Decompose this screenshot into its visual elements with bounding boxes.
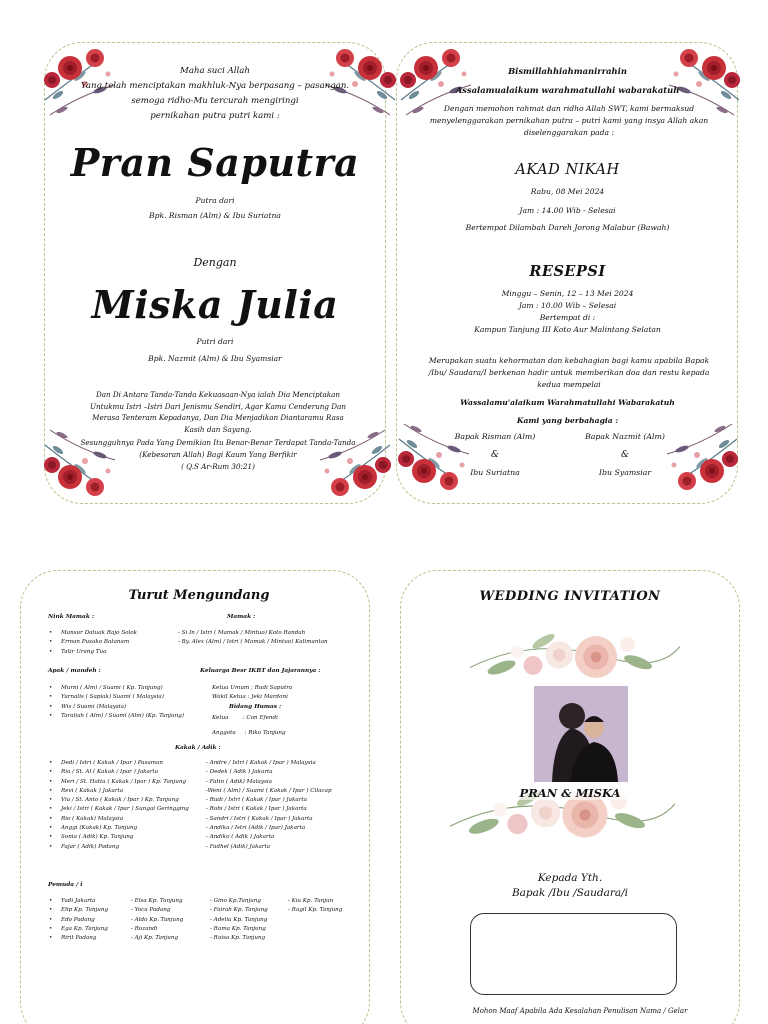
quran-line: Merasa Tenteram Kepadanya, Dan Dia Menjadikan Diantaramu Rasa bbox=[92, 413, 344, 422]
list-item: - Aldo Kp. Tanjung bbox=[131, 916, 184, 923]
mamak-label: Mamak : bbox=[227, 614, 256, 620]
list-item: Wakil Ketua : Jeki Mardoni bbox=[212, 694, 288, 701]
list-item: • Yurnalis ( Sapiak) Suami ( Malaysia) bbox=[61, 693, 206, 702]
akad-date: Rabu, 08 Mei 2024 bbox=[530, 187, 605, 196]
bride-name: Miska Julia bbox=[91, 282, 339, 327]
ikbt-list bbox=[212, 684, 352, 703]
bride-parents: Bpk. Nazmit (Alm) & Ibu Syamsiar bbox=[148, 354, 282, 363]
list-item: • Elip Kp. Tanjung bbox=[61, 906, 136, 915]
pemuda-label: Pemuda / i bbox=[48, 882, 83, 888]
list-item: - Andiko ( Adik ) Jakarta bbox=[206, 834, 275, 841]
bride-daughter-of: Putri dari bbox=[196, 337, 234, 346]
list-item: • Revi ( Kakak ) Jakarta bbox=[61, 787, 211, 796]
happy-label: Kami yang berbahagia : bbox=[516, 416, 619, 425]
list-item: • Mansur Datuak Rajo Solok bbox=[61, 629, 181, 638]
bismillah: Bismillahhiahmanirrahin bbox=[508, 66, 627, 76]
resepsi-place: Kampun Tanjung III Koto Aur Malintang Selatan bbox=[474, 325, 661, 334]
list-item: - Ragil Kp. Tanjung bbox=[288, 907, 343, 914]
intro-text bbox=[420, 103, 718, 139]
list-item: - Fadhel (Adik) Jakarta bbox=[206, 843, 271, 850]
list-item: • Rio ( Kakak) Malaysia bbox=[61, 815, 211, 824]
list-item: Ketua Umum : Rudi Saputra bbox=[212, 685, 293, 691]
humas-anggota: Anggota : Riko Tanjung bbox=[212, 730, 286, 736]
quran-line: Dan Di Antara Tanda-Tanda Kekuasaan-Nya ialah Dia Menciptakan bbox=[95, 390, 341, 399]
intro-line: Dengan memohon rahmat dan ridho Allah SWT, kami bermaksud bbox=[443, 104, 695, 113]
closing-text bbox=[420, 355, 718, 391]
list-item: • Ria / St. Al ( Kakak / Ipar ) Jakarta bbox=[61, 768, 211, 777]
list-item: - Adelia Kp. Tanjung bbox=[210, 916, 268, 923]
intro-line: diselenggarakan pada : bbox=[523, 128, 615, 137]
list-item: - Rozandi bbox=[131, 925, 158, 932]
list-item: • Via / St. Anto ( Kakak / Ipar ) Kp. Tanjung bbox=[61, 796, 211, 805]
list-item: • Sonia ( Adik) Kp. Tanjung bbox=[61, 833, 211, 842]
floral-bottom-icon bbox=[450, 765, 675, 865]
list-item: -Weni ( Alm) / Suami ( Kakak / Ipar ) Cilacap bbox=[206, 787, 332, 794]
list-item: • Edo Padang bbox=[61, 916, 136, 925]
family-right-1: Bapak Nazmit (Alm) bbox=[585, 432, 665, 441]
recipient-name-box[interactable] bbox=[470, 913, 677, 995]
list-item: • Meri / St. Hatta ( Kakak / Ipar ) Kp. Tanjung bbox=[61, 778, 211, 787]
family-right-2: Ibu Syamsiar bbox=[598, 468, 652, 477]
list-item: - Kia Kp. Tanjun bbox=[288, 898, 334, 904]
apak-label: Apak / mandeh : bbox=[48, 668, 101, 674]
list-item: - Robi / Istri ( Kakak / Ipar ) Jakarta bbox=[206, 806, 307, 813]
list-item: • Wis / Suami (Malaysia) bbox=[61, 703, 206, 712]
list-item: • Tatir Urang Tuo bbox=[61, 648, 181, 657]
family-right-amp: & bbox=[620, 450, 629, 460]
list-item: • Ririt Padang bbox=[61, 934, 136, 943]
family-left-amp: & bbox=[490, 450, 499, 460]
list-item: - Aji Kp. Tanjung bbox=[131, 935, 179, 942]
list-item: - Raisa Kp. Tanjung bbox=[210, 935, 266, 942]
list-item: • Taraliah ( Alm) / Suami (Alm) (Kp. Tanjung) bbox=[61, 712, 206, 721]
apak-list bbox=[61, 684, 206, 721]
quran-verse bbox=[70, 389, 366, 473]
quran-line: Untukmu Istri –Istri Dari Jenismu Sendiri, Agar Kamu Cenderung Dan bbox=[90, 401, 346, 411]
wassalam: Wassalamu'alaikum Warahmatullahi Wabarakatuh bbox=[460, 398, 675, 407]
list-item: • Ega Kp. Tanjung bbox=[61, 925, 136, 934]
groom-son-of: Putra dari bbox=[195, 196, 235, 205]
list-item: • Yudi Jakarta bbox=[61, 897, 136, 906]
couple-names: PRAN & MISKA bbox=[490, 786, 650, 800]
kakak-left-list bbox=[61, 759, 211, 852]
list-item: - Andika / Istri (Adik / Ipar) Jakarta bbox=[206, 825, 306, 832]
list-item: • Dedi / Istri ( Kakak / Ipar ) Pasaman bbox=[61, 759, 211, 768]
list-item: - Sandri / Istri ( Kakak / Ipar ) Jakarta bbox=[206, 815, 313, 822]
list-item: - By. Alex (Alm) / Istri ( Mamak / Mintuo) Kalimantan bbox=[178, 639, 328, 646]
salam: Assalamualaikum warahmatullahi wabarakatuh bbox=[455, 85, 680, 95]
ninik-label: Nink Mamak : bbox=[48, 614, 94, 620]
list-item: - Dedek ( Adik ) Jakarta bbox=[206, 769, 273, 776]
list-item: • Murni ( Alm) / Suami ( Kp. Tanjung) bbox=[61, 684, 206, 693]
kakak-label: Kakak / Adik : bbox=[175, 745, 221, 751]
closing-line: Merupakan suatu kehormatan dan kebahagian bagi kamu apabila Bapak bbox=[428, 356, 710, 365]
family-left-1: Bapak Risman (Alm) bbox=[454, 432, 536, 441]
intro-line: menyelenggarakan pernikahan putra – putri kami yang insya Allah akan bbox=[429, 116, 709, 125]
resepsi-title: RESEPSI bbox=[529, 263, 606, 280]
apology-note: Mohon Maaf Apabila Ada Kesalahan Penulisan Nama / Gelar bbox=[472, 1007, 688, 1015]
list-item: - Rudi / Istri ( Kakak / Ipar ) Jakarta bbox=[206, 797, 307, 804]
quran-line: Kasih dan Sayang. bbox=[184, 424, 252, 434]
list-item: - Gino Kp.Tanjung bbox=[210, 898, 261, 904]
pemuda-col-1 bbox=[61, 897, 136, 943]
invitees-title: Turut Mengundang bbox=[128, 588, 270, 603]
verse-line: pernikahan putra putri kami : bbox=[150, 111, 280, 121]
pemuda-col-2 bbox=[131, 897, 209, 943]
humas-label: Bidang Humas : bbox=[229, 704, 282, 710]
quran-citation: ( Q.S Ar-Rum 30:21) bbox=[181, 462, 255, 471]
pemuda-col-4 bbox=[288, 897, 358, 916]
quran-line: Sesungguhnya Pada Yang Demikian Itu Benar-Benar Terdapat Tanda-Tanda bbox=[80, 438, 356, 447]
cover-title: WEDDING INVITATION bbox=[479, 589, 661, 604]
list-item: - Fatin ( Adik) Malaysia bbox=[206, 778, 272, 785]
ikbt-label: Keluarga Besr IKBT dan Jajarannya : bbox=[200, 668, 321, 674]
list-item: - Elsa Kp. Tanjung bbox=[131, 898, 183, 904]
resepsi-at: Bertempat di : bbox=[539, 313, 596, 322]
resepsi-time: Jam : 10.00 Wib – Selesai bbox=[518, 301, 617, 310]
kakak-right-list bbox=[206, 759, 356, 852]
akad-place: Bertempat Dilambah Dareh Jorong Malabur (Bawah) bbox=[465, 223, 670, 232]
closing-line: /Ibu/ Saudara/I berkenan hadir untuk memberikan doa dan restu kepada bbox=[428, 368, 710, 377]
list-item: • Anggi (Kakak) Kp. Tanjung bbox=[61, 824, 211, 833]
groom-parents: Bpk. Risman (Alm) & Ibu Suriatna bbox=[149, 211, 281, 220]
family-left-2: Ibu Suriatna bbox=[470, 468, 520, 477]
list-item: - Si In / Istri ( Mamak / Mintuo) Koto Randah bbox=[178, 630, 306, 636]
verse-line: Maha suci Allah bbox=[180, 66, 250, 76]
list-item: - Rama Kp. Tanjung bbox=[210, 925, 266, 932]
list-item: - Yoca Padang bbox=[131, 907, 171, 914]
akad-title: AKAD NIKAH bbox=[515, 162, 620, 178]
resepsi-date: Minggu – Senin, 12 – 13 Mei 2024 bbox=[501, 289, 634, 298]
verse-line: Yang telah menciptakan makhluk-Nya berpasang – pasangan. bbox=[80, 81, 350, 91]
humas-ketua: Ketua : Con Efendi bbox=[212, 715, 278, 721]
pemuda-col-3 bbox=[210, 897, 288, 943]
to-line-1: Kepada Yth. bbox=[537, 872, 603, 884]
list-item: - Andre / Istri ( Kakak / Ipar ) Malaysia bbox=[206, 760, 316, 766]
connector-dengan: Dengan bbox=[193, 256, 237, 269]
groom-name: Pran Saputra bbox=[70, 140, 360, 185]
to-line-2: Bapak /Ibu /Saudara/i bbox=[511, 887, 629, 899]
quran-line: (Kebesaran Allah) Bagi Kaum Yang Berfikir bbox=[139, 449, 297, 459]
akad-time: Jam : 14.00 Wib - Selesai bbox=[519, 206, 616, 215]
mamak-list bbox=[178, 629, 353, 648]
list-item: - Fairah Kp. Tanjung bbox=[210, 907, 268, 914]
closing-line: kedua mempelai bbox=[537, 380, 601, 389]
verse-line: semoga ridho-Mu tercurah mengiringi bbox=[131, 96, 299, 106]
list-item: • Fajar ( Adik) Padang bbox=[61, 843, 211, 852]
opening-verse bbox=[80, 64, 350, 124]
list-item: • Jeki / Istri ( Kakak / Ipar ) Sungai Geringging bbox=[61, 805, 211, 814]
list-item: • Erman Pusako Batanam bbox=[61, 638, 181, 647]
ninik-list bbox=[61, 629, 181, 657]
